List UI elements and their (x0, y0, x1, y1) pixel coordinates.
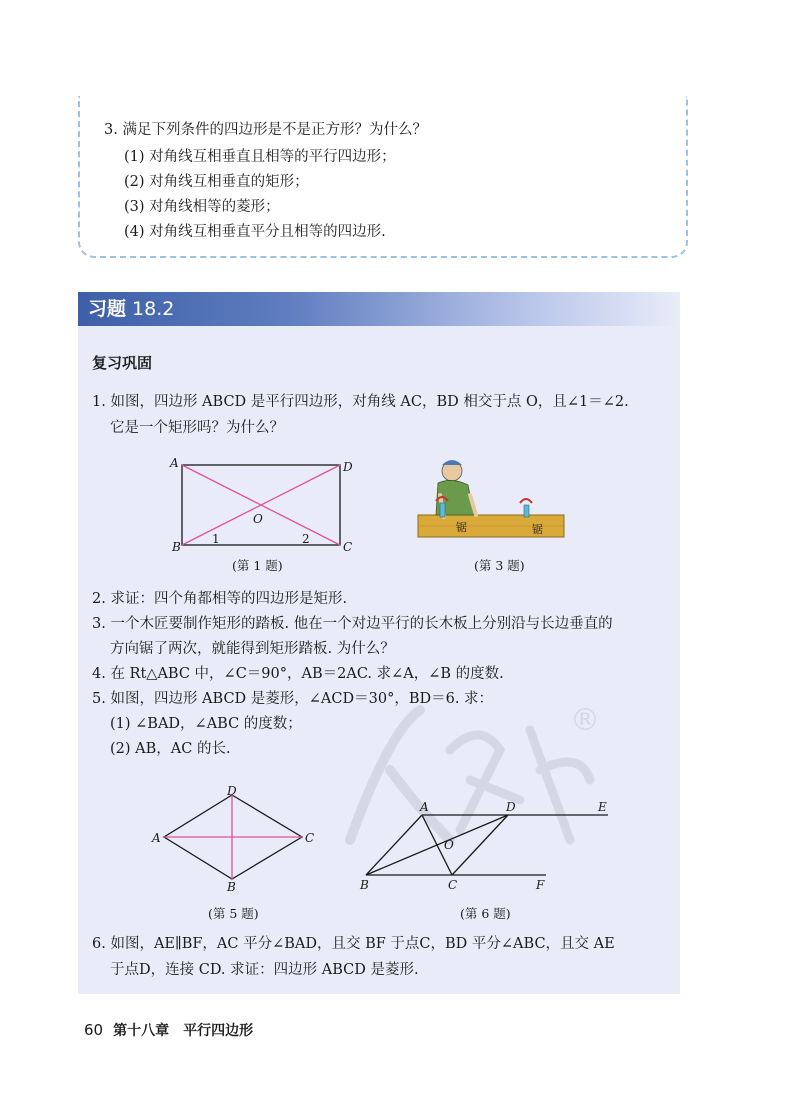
problem-5-sub-1: (1) ∠BAD，∠ABC 的度数； (110, 716, 302, 732)
exercise-title-number: 18.2 (132, 298, 175, 320)
problem-3-line-1: 3. 一个木匠要制作矩形的踏板. 他在一个对边平行的长木板上分别沿与长边垂直的 (92, 616, 613, 632)
watermark-registered-mark: ® (570, 703, 600, 738)
fig3-saw-label-right: 锯 (532, 523, 543, 536)
figure-6-parallel-lines (350, 795, 620, 895)
fig3-saw-blade-left (440, 503, 445, 517)
question-3-item-4: (4) 对角线互相垂直平分且相等的四边形. (124, 224, 386, 240)
problem-5-sub-2: (2) AB，AC 的长. (110, 741, 231, 757)
fig1-angle-2: 2 (302, 532, 310, 546)
fig5-label-a: A (152, 831, 161, 845)
fig5-label-b: B (227, 880, 236, 894)
problem-4: 4. 在 Rt△ABC 中，∠C＝90°，AB＝2AC. 求∠A，∠B 的度数. (92, 666, 504, 682)
figure-5-rhombus (150, 785, 320, 895)
question-3-item-1: (1) 对角线互相垂直且相等的平行四边形； (124, 149, 396, 165)
problem-5-line-1: 5. 如图，四边形 ABCD 是菱形，∠ACD＝30°，BD＝6. 求： (92, 691, 494, 707)
fig6-label-e: E (598, 800, 607, 814)
fig3-saw-label-left: 锯 (456, 521, 467, 534)
fig1-label-b: B (172, 540, 181, 554)
fig6-label-o: O (444, 838, 454, 852)
chapter-title: 第十八章 平行四边形 (113, 1023, 254, 1039)
problem-3-line-2: 方向锯了两次，就能得到矩形踏板. 为什么？ (110, 641, 395, 657)
fig1-label-d: D (343, 460, 353, 474)
exercise-title (88, 296, 174, 322)
fig1-angle-1: 1 (212, 532, 220, 546)
figure-3-carpenter (410, 455, 570, 555)
question-3-item-3: (3) 对角线相等的菱形； (124, 199, 280, 215)
fig6-segment-ab (366, 815, 422, 875)
problem-6-line-2: 于点D，连接 CD. 求证：四边形 ABCD 是菱形. (110, 962, 419, 978)
fig6-label-c: C (448, 878, 458, 892)
problem-1-line-2: 它是一个矩形吗？为什么？ (110, 420, 284, 436)
fig6-label-b: B (360, 878, 369, 892)
problem-1-line-1: 1. 如图，四边形 ABCD 是平行四边形，对角线 AC，BD 相交于点 O，且∠1＝∠2. (92, 394, 629, 410)
section-title: 复习巩固 (92, 354, 153, 372)
problem-6-line-1: 6. 如图，AE∥BF，AC 平分∠BAD，且交 BF 于点C，BD 平分∠ABC，且交 AE (92, 936, 615, 952)
figure-5-caption: (第 5 题) (208, 906, 259, 921)
figure-1-rectangle (168, 455, 358, 555)
fig3-carpenter-hair (442, 460, 462, 465)
fig1-label-c: C (343, 540, 353, 554)
question-3-item-2: (2) 对角线互相垂直的矩形； (124, 174, 309, 190)
fig3-saw-handle-right (520, 499, 532, 503)
fig6-label-d: D (506, 800, 516, 814)
page-number: 60 (84, 1021, 104, 1039)
fig6-label-a: A (420, 800, 429, 814)
fig5-label-d: D (227, 785, 237, 798)
fig3-saw-blade-right (524, 505, 529, 517)
fig1-label-o: O (253, 512, 263, 526)
page-footer (84, 1020, 253, 1040)
fig6-label-f: F (536, 878, 545, 892)
question-3-title: 3. 满足下列条件的四边形是不是正方形？为什么？ (104, 122, 427, 138)
figure-1-caption: (第 1 题) (232, 558, 283, 573)
figure-3-caption: (第 3 题) (474, 558, 525, 573)
fig6-segment-cd (452, 815, 508, 875)
fig5-label-c: C (305, 831, 315, 845)
exercise-title-label: 习题 (88, 298, 127, 320)
figure-6-caption: (第 6 题) (460, 906, 511, 921)
fig1-label-a: A (170, 456, 179, 470)
problem-2: 2. 求证：四个角都相等的四边形是矩形. (92, 591, 348, 607)
fig6-segment-bd (366, 815, 508, 875)
